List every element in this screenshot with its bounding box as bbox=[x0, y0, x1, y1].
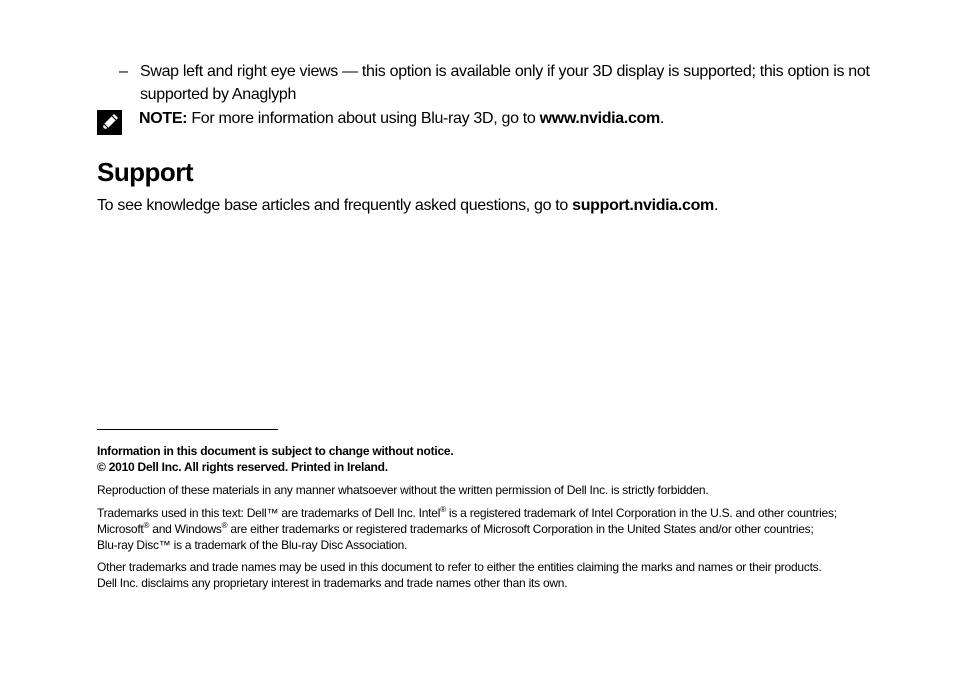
support-text: To see knowledge base articles and frequently asked questions, go to bbox=[97, 197, 573, 214]
footer-notice bbox=[97, 443, 897, 475]
bullet-dash: – bbox=[119, 63, 128, 80]
footer-other bbox=[97, 559, 897, 591]
footer-reproduction: Reproduction of these materials in any manner whatsoever without the written permission of Dell Inc. is strictly forbidden. bbox=[97, 483, 709, 497]
note-paragraph bbox=[139, 109, 899, 129]
bullet-text: Swap left and right eye views — this option is available only if your 3D display is supported; this option is not supported by Anaglyph bbox=[140, 63, 870, 103]
note-link[interactable]: www.nvidia.com bbox=[539, 110, 660, 127]
tm-reg-2: ® bbox=[143, 521, 150, 530]
notice-line-1: Information in this document is subject to change without notice. bbox=[97, 444, 454, 458]
section-heading: Support bbox=[97, 157, 194, 187]
support-link[interactable]: support.nvidia.com bbox=[572, 197, 714, 214]
note-label: NOTE: bbox=[139, 110, 188, 127]
tm-reg-3: ® bbox=[221, 521, 228, 530]
other-line-1: Other trademarks and trade names may be used in this document to refer to either the entities claiming the marks and names or their products. bbox=[97, 560, 822, 574]
tm-text-f: Blu-ray Disc™ is a trademark of the Blu-ray Disc Association. bbox=[97, 538, 408, 552]
tm-text-c: Microsoft bbox=[97, 522, 144, 536]
note-end: . bbox=[659, 110, 665, 127]
footer-rule bbox=[97, 429, 278, 430]
footer-trademarks bbox=[97, 505, 897, 553]
tm-text-b: is a registered trademark of Intel Corporation in the U.S. and other countries; bbox=[445, 506, 837, 520]
tm-text-d: and Windows bbox=[149, 522, 222, 536]
support-end: . bbox=[713, 197, 719, 214]
tm-reg-1: ® bbox=[440, 505, 446, 514]
other-line-2: Dell Inc. disclaims any proprietary interest in trademarks and trade names other than its own. bbox=[97, 576, 568, 590]
note-text: For more information about using Blu-ray 3D, go to bbox=[187, 110, 540, 127]
support-paragraph bbox=[97, 196, 897, 216]
bullet-item bbox=[119, 60, 889, 106]
notice-line-2: © 2010 Dell Inc. All rights reserved. Printed in Ireland. bbox=[97, 460, 388, 474]
tm-text-a: Trademarks used in this text: Dell™ are trademarks of Dell Inc. Intel bbox=[97, 506, 441, 520]
note-pencil-icon bbox=[97, 110, 122, 135]
tm-text-e: are either trademarks or registered trademarks of Microsoft Corporation in the United States and/or other countries; bbox=[227, 522, 814, 536]
